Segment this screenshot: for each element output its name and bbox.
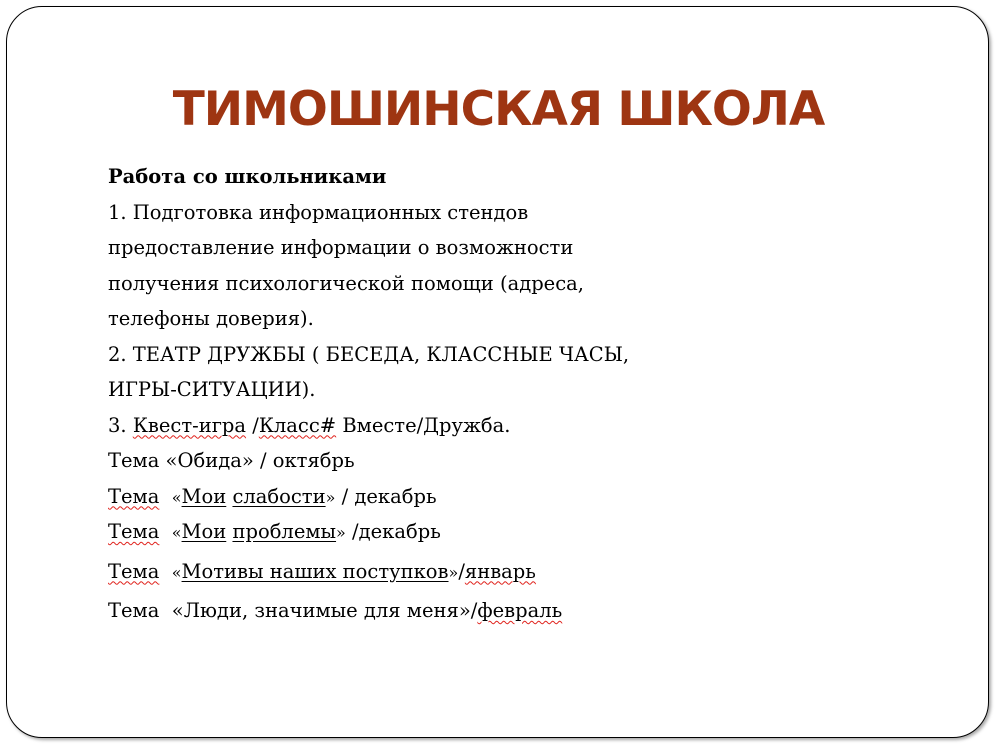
topic-5-slash: /: [470, 599, 478, 622]
item-2-line-2: ИГРЫ-СИТУАЦИИ).: [108, 378, 316, 401]
topic-5-text: Люди, значимые для меня: [183, 599, 459, 622]
topic-2-word-2: слабости: [232, 484, 326, 508]
topic-1-close-quote: »: [241, 449, 254, 472]
topic-line-4: [108, 554, 908, 590]
item-3-class-hashtag: Класс#: [258, 413, 337, 437]
topic-2-close-quote: »: [325, 487, 336, 507]
topic-3-label: Тема: [108, 520, 160, 543]
topic-1-label: Тема: [108, 449, 160, 472]
topic-2-open-quote: «: [171, 487, 182, 507]
topic-3-word-2: проблемы: [232, 520, 337, 543]
topic-line-5: [108, 593, 908, 629]
topic-1-month: / октябрь: [253, 449, 355, 472]
topic-2-label: Тема: [108, 484, 160, 508]
item-1-line-2: предоставление информации о возможности: [108, 236, 574, 259]
topic-1-open-quote: «: [165, 449, 178, 472]
item-1-line-4: телефоны доверия).: [108, 307, 314, 330]
topic-4-text: Мотивы наших поступков: [181, 559, 449, 583]
item-2-line-1: 2. ТЕАТР ДРУЖБЫ ( БЕСЕДА, КЛАССНЫЕ ЧАСЫ,: [108, 342, 630, 366]
topic-5-label: Тема: [108, 599, 160, 622]
topic-4-slash: /: [458, 559, 465, 583]
item-3-slash: /: [246, 413, 259, 437]
item-3-quest-game: Квест-игра: [132, 413, 247, 437]
item-1-line-3: получения психологической помощи (адреса,: [108, 271, 584, 295]
item-3-line: [108, 408, 908, 444]
slide-title: ТИМОШИНСКАЯ ШКОЛА: [172, 82, 825, 137]
topic-5-open-quote: «: [171, 599, 184, 622]
topic-5-close-quote: »: [458, 599, 471, 622]
topic-5-month: февраль: [477, 599, 563, 622]
item-3-together-friendship: Вместе/Дружба.: [336, 413, 511, 437]
section-heading: Работа со школьниками: [108, 165, 387, 188]
topic-line-3: [108, 514, 908, 550]
topic-4-month: январь: [464, 559, 536, 583]
topic-3-month: /декабрь: [345, 520, 441, 543]
topic-line-1: [108, 443, 908, 479]
topic-1-text: Обида: [177, 449, 242, 472]
topic-3-close-quote: »: [336, 523, 346, 542]
topic-2-month: / декабрь: [335, 484, 437, 508]
topic-4-label: Тема: [108, 559, 160, 583]
topic-line-2: [108, 479, 908, 515]
topic-3-open-quote: «: [171, 523, 182, 542]
topic-3-word-1: Мои: [181, 520, 227, 543]
item-3-number: 3.: [108, 413, 133, 437]
topic-2-word-1: Мои: [181, 484, 227, 508]
topic-4-close-quote: »: [448, 562, 459, 582]
slide-body: [108, 159, 908, 629]
topic-4-open-quote: «: [171, 562, 182, 582]
item-1-line-1: 1. Подготовка информационных стендов: [108, 200, 529, 224]
